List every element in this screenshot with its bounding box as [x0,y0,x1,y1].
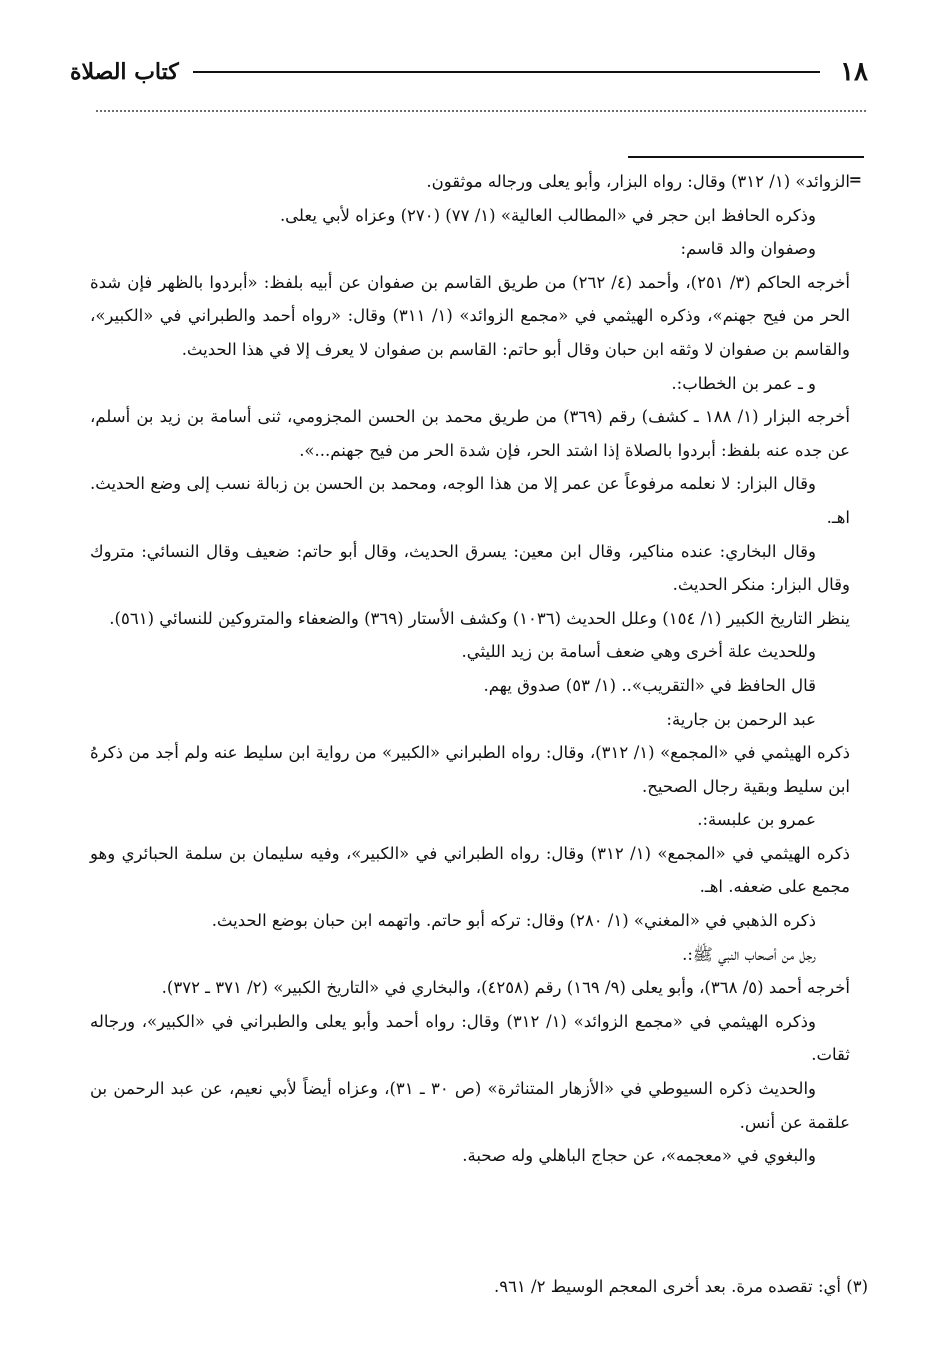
dotted-separator [96,110,866,132]
footnote-paragraph: وقال البزار: لا نعلمه مرفوعاً عن عمر إلا من هذا الوجه، ومحمد بن الحسن بن زبالة نسب إلى وضع الحديث. اهـ. [90,474,850,527]
footnote-paragraph: وصفوان والد قاسم: [680,239,816,259]
footnote-paragraph: ذكره الهيثمي في «المجمع» (١/ ٣١٢) وقال: رواه الطبراني في «الكبير»، وفيه سليمان بن سلمة الحبائري وهو مجمع على ضعفه. اهـ. [90,843,850,897]
footnote-paragraph: قال الحافظ في «التقريب».. (١/ ٥٣) صدوق يهم. [483,675,816,695]
footnote-paragraph: أخرجه البزار (١/ ١٨٨ ـ كشف) رقم (٣٦٩) من طريق محمد بن الحسن المجزومي، ثنى أسامة بن زيد بن أسلم، عن جده عنه بلفظ: أبردوا بالصلاة إذا اشتد الحر، فإن شدة الحر من فيح جهنم...». [90,407,851,460]
footnote-paragraph: وللحديث علة أخرى وهي ضعف أسامة بن زيد الليثي. [461,642,816,662]
footnote-paragraph: ذكره الهيثمي في «المجمع» (١/ ٣١٢)، وقال: رواه الطبراني «الكبير» من رواية ابن سليط عنه ولم أجد من ذكرهُ ابن سليط وبقية رجال الصحيح. [90,743,850,796]
footnote-paragraph: عمرو بن علبسة:. [697,810,816,830]
footnote-paragraph: والحديث ذكره السيوطي في «الأزهار المتناثرة» (ص ٣٠ ـ ٣١)، وعزاه أيضاً لأبي نعيم، عن عبد الرحمن بن علقمة عن أنس. [90,1079,850,1132]
continuation-mark: = [848,170,862,189]
footnote-paragraph: ينظر التاريخ الكبير (١/ ١٥٤) وعلل الحديث (١٠٣٦) وكشف الأستار (٣٦٩) والضعفاء والمتروكين للنسائي (٥٦١). [109,608,850,628]
header-rule [193,71,820,73]
footnote-paragraph: أخرجه أحمد (٥/ ٣٦٨)، وأبو يعلى (٩/ ١٦٩) رقم (٤٢٥٨)، والبخاري في «التاريخ الكبير» (٢/ ٣٧١ ـ ٣٧٢). [161,978,850,998]
footnote-rule [628,156,864,158]
page-number: ١٨ [840,57,868,87]
footnote-paragraph: أخرجه الحاكم (٣/ ٢٥١)، وأحمد (٤/ ٢٦٢) من طريق القاسم بن صفوان عن أبيه بلفظ: «أبردوا بالظهر فإن شدة الحر من فيح جهنم»، وذكره الهيثمي في «مجمع الزوائد» (١/ ٣١١) وقال: «رواه أحمد والطبراني في «الكبير»، والقاسم بن صفوان لا وثقه ابن حبان وقال أبو حاتم: القاسم بن صفوان لا يعرف إلا في هذا الحديث. [90,272,850,359]
footnote-paragraph: والبغوي في «معجمه»، عن حجاج الباهلي وله صحبة. [462,1146,816,1166]
footnote-paragraph: الزوائد» (١/ ٣١٢) وقال: رواه البزار، وأبو يعلى ورجاله موثقون. [426,172,850,191]
footnote-paragraph: عبد الرحمن بن جارية: [666,709,816,729]
footnote-paragraph: رجل من أصحاب النبي ﷺ:. [682,944,816,964]
footnote-paragraph: وذكره الحافظ ابن حجر في «المطالب العالية» (١/ ٧٧) (٢٧٠) وعزاه لأبي يعلى. [279,205,816,225]
footnote-paragraph: ذكره الذهبي في «المغني» (١/ ٢٨٠) وقال: تركه أبو حاتم. واتهمه ابن حبان بوضع الحديث. [211,911,816,931]
book-title: كتاب الصلاة [70,59,179,85]
footnote-3: (٣) أي: تقصده مرة. بعد أخرى المعجم الوسيط ٢/ ٩٦١. [493,1277,868,1296]
footnote-body [90,165,850,1173]
running-header [70,52,868,92]
footnote-paragraph: و ـ عمر بن الخطاب:. [671,373,816,393]
footnote-paragraph: وذكره الهيثمي في «مجمع الزوائد» (١/ ٣١٢) وقال: رواه أحمد وأبو يعلى والطبراني في «الكبير»، ورجاله ثقات. [90,1011,850,1065]
footnote-paragraph: وقال البخاري: عنده مناكير، وقال ابن معين: يسرق الحديث، وقال أبو حاتم: ضعيف وقال النسائي: متروك وقال البزار: منكر الحديث. [90,541,850,595]
